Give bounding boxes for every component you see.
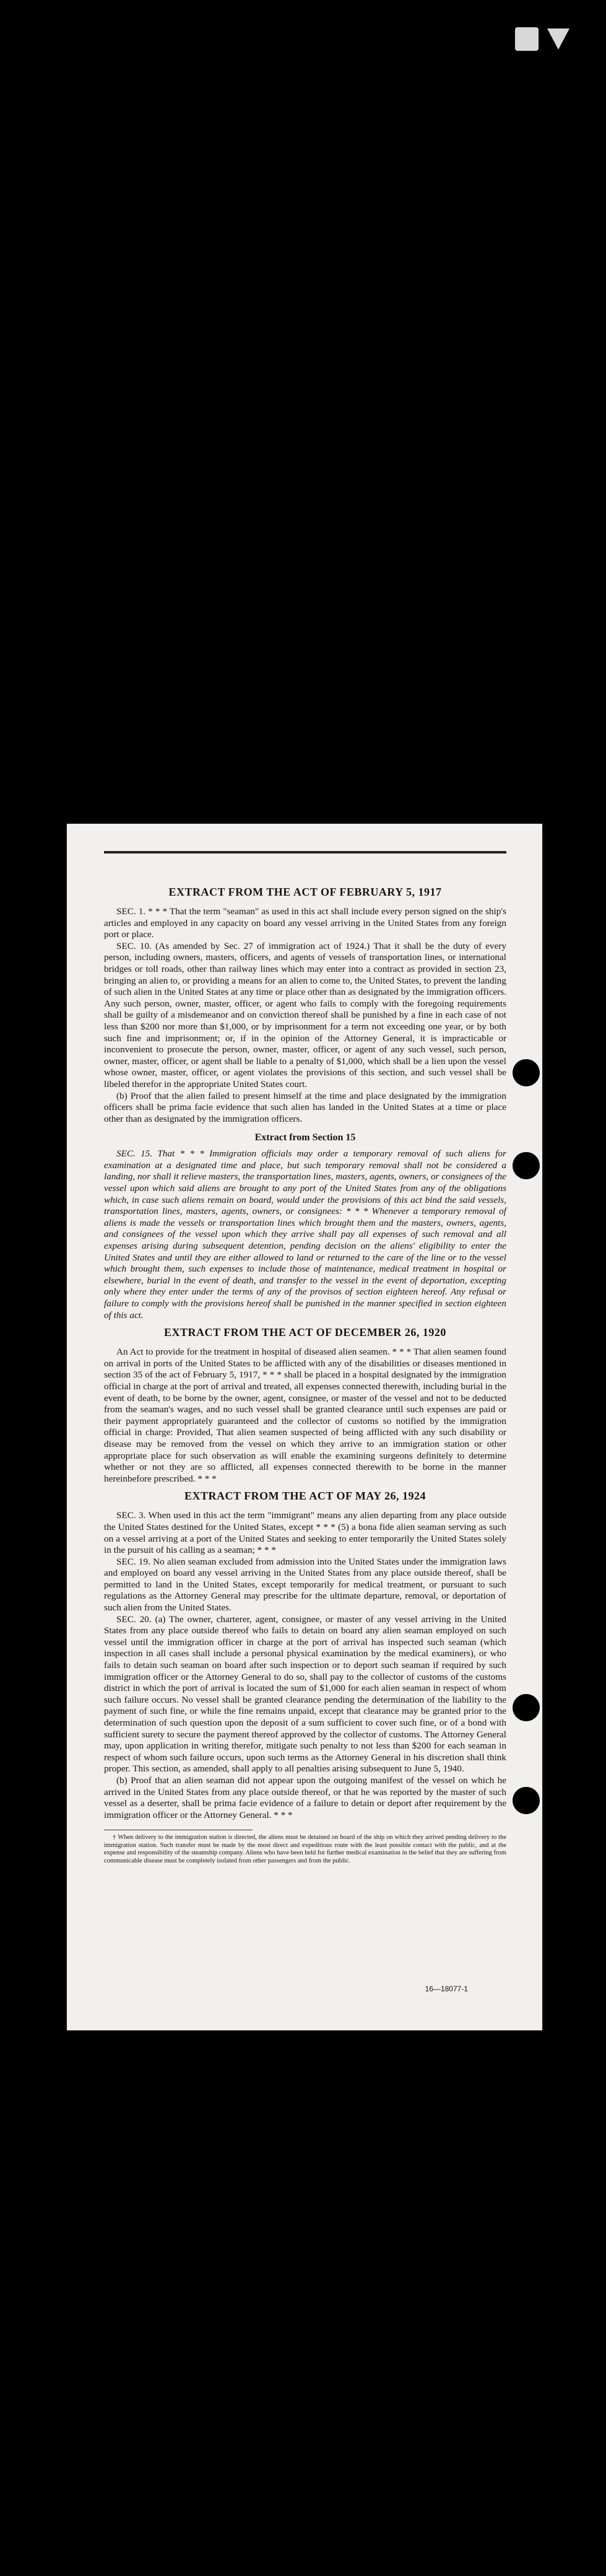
punch-hole xyxy=(513,1059,540,1086)
footnote: † When delivery to the immigration station is directed, the aliens must be detained on board of the ship on which they arrived pending delivery to the immigration station. Such transfer must be made by the most direct and expeditious route with the least possible contact with the public, and at the expense and responsibility of the steamship company. Aliens who have been held for further medical examination in the belief that they are suffering from communicable disease must be completely isolated from other passengers and from the public. xyxy=(104,1834,506,1864)
section-10: SEC. 10. (As amended by Sec. 27 of immigration act of 1924.) That it shall be the duty of every person, including owners, masters, officers, and agents of vessels of transportation lines, or international bridges or toll roads, other than railway lines which may enter into a contract as provided in section 23, bringing an alien to, or providing a means for an alien to come to, the United States, to prevent the landing of such alien in the United States at any time or place other than as designated by the immigration officers. Any such person, owner, master, officer, or agent who fails to comply with the foregoing requirements shall be guilty of a misdemeanor and on conviction thereof shall be punished by a fine in each case of not less than $200 nor more than $1,000, or by imprisonment for a term not exceeding one year, or by both such fine and imprisonment; or, if in the opinion of the Attorney General, it is impracticable or inconvenient to prosecute the person, owner, master, officer, or agent of any such vessel, such person, owner, master, officer, or agent shall be liable to a penalty of $1,000, which shall be a lien upon the vessel whose owner, master, officer, or agent violates the provisions of this section, and such vessel shall be libeled therefor in the appropriate United States court. xyxy=(104,940,506,1089)
heading-1920: EXTRACT FROM THE ACT OF DECEMBER 26, 1920 xyxy=(164,1326,446,1339)
punch-hole xyxy=(513,1787,540,1814)
act-1920-text: An Act to provide for the treatment in hospital of diseased alien seamen. * * * That alien seamen found on arrival in ports of the United States to be afflicted with any of the disabilities or diseases mentioned in section 35 of the act of February 5, 1917, * * * shall be placed in a hospital designated by the immigration official in charge at the port of arrival and treated, all expenses connected therewith, including burial in the event of death, to be borne by the owner, agent, consignee, or master of the vessel and not to be deducted from the seaman's wages, and no such vessel shall be granted clearance until such expenses are paid or their payment appropriately guaranteed and the collector of customs so notified by the immigration official in charge: Provided, That alien seamen suspected of being afflicted with any such disability or disease may be removed from the vessel on which they arrive to an immigration station or other appropriate place for such observation as will enable the examining surgeons definitely to determine whether or not they are so afflicted, all expenses connected therewith to be borne in the manner hereinbefore prescribed. * * * xyxy=(104,1347,506,1484)
section-10b: (b) Proof that the alien failed to present himself at the time and place designated by the immigration officers shall be prima facie evidence that such alien has landed in the United States at a time or place other than as designated by the immigration officers. xyxy=(104,1090,506,1124)
punch-hole xyxy=(513,1694,540,1721)
heading-1924: EXTRACT FROM THE ACT OF MAY 26, 1924 xyxy=(184,1490,426,1503)
section-20b: (b) Proof that an alien seaman did not appear upon the outgoing manifest of the vessel on which he arrived in the United States from any place outside thereof, or that he was reported by the master of such vessel as a deserter, shall be prima facie evidence of a failure to detain or deport after requirement by the immigration officer or the Attorney General. * * * xyxy=(104,1775,506,1820)
top-rule xyxy=(104,851,506,854)
viewer-toolbar xyxy=(515,27,569,51)
section-19: SEC. 19. No alien seaman excluded from admission into the United States under the immigration laws and employed on board any vessel arriving in the United States from any place outside thereof, shall be permitted to land in the United States, except temporarily for medical treatment, or pursuant to such regulations as the Attorney General may prescribe for the ultimate departure, removal, or deportation of such alien from the United States. xyxy=(104,1556,506,1613)
punch-hole xyxy=(513,1152,540,1179)
section-15: SEC. 15. That * * * Immigration officials may order a temporary removal of such aliens for examination at a designated time and place, but such temporary removal shall not be considered a landing, nor shall it relieve masters, the transportation lines, masters, agents, owners, or consignees of the vessel upon which said aliens are brought to any port of the United States from any of the obligations which, in case such aliens remain on board, would under the provisions of this act bind the said vessels, transportation lines, masters, agents, owners, or consignees: * * * Whenever a temporary removal of aliens is made the vessels or transportation lines which brought them and the masters, owners, agents, and consignees of the vessel upon which they arrive shall pay all expenses of such removal and all expenses arising during subsequent detention, pending decision on the aliens' eligibility to enter the United States and until they are either allowed to land or returned to the care of the line or to the vessel which brought them, such expenses to include those of maintenance, medical treatment in hospital or elsewhere, burial in the event of death, and transfer to the vessel in the event of deportation, excepting only where they enter under the terms of any of the provisos of section eighteen hereof. Any refusal or failure to comply with the provisions hereof shall be punished in the manner specified in section eighteen of this act. xyxy=(104,1148,506,1321)
heading-section-15: Extract from Section 15 xyxy=(254,1132,356,1143)
chevron-down-icon[interactable] xyxy=(547,28,569,50)
section-1: SEC. 1. * * * That the term "seaman" as used in this act shall include every person signed on the ship's articles and employed in any capacity on board any vessel arriving in the United States from any foreign port or place. xyxy=(104,906,506,940)
page-view-icon[interactable] xyxy=(515,27,539,51)
section-3: SEC. 3. When used in this act the term "immigrant" means any alien departing from any place outside the United States destined for the United States, except * * * (5) a bona fide alien seaman serving as such on a vessel arriving at a port of the United States and seeking to enter temporarily the United States solely in the pursuit of his calling as a seaman; * * * xyxy=(104,1510,506,1556)
section-20a: SEC. 20. (a) The owner, charterer, agent, consignee, or master of any vessel arriving in the United States from any place outside thereof who fails to detain on board any alien seaman employed on such vessel until the immigration officer in charge at the port of arrival has inspected such seaman (which inspection in all cases shall include a personal physical examination by the medical examiners), or who fails to detain such seaman on board after such inspection or to deport such seaman if required by such immigration officer or the Attorney General to do so, shall pay to the collector of customs of the customs district in which the port of arrival is located the sum of $1,000 for each alien seaman in respect of whom such failure occurs. No vessel shall be granted clearance pending the determination of the liability to the payment of such fine, or while the fine remains unpaid, except that clearance may be granted prior to the determination of such question upon the deposit of a sum sufficient to cover such fine, or of a bond with sufficient surety to secure the payment thereof approved by the collector of customs. The Attorney General may, upon application in writing therefor, mitigate such penalty to not less than $200 for each seaman in respect of whom such failure occurs, upon such terms as the Attorney General in his discretion shall think proper. This section, as amended, shall apply to all penalties arising subsequent to June 5, 1940. xyxy=(104,1613,506,1775)
document-page xyxy=(67,824,542,2030)
heading-1917: EXTRACT FROM THE ACT OF FEBRUARY 5, 1917 xyxy=(168,886,442,898)
form-code: 16—18077-1 xyxy=(425,1984,468,1993)
